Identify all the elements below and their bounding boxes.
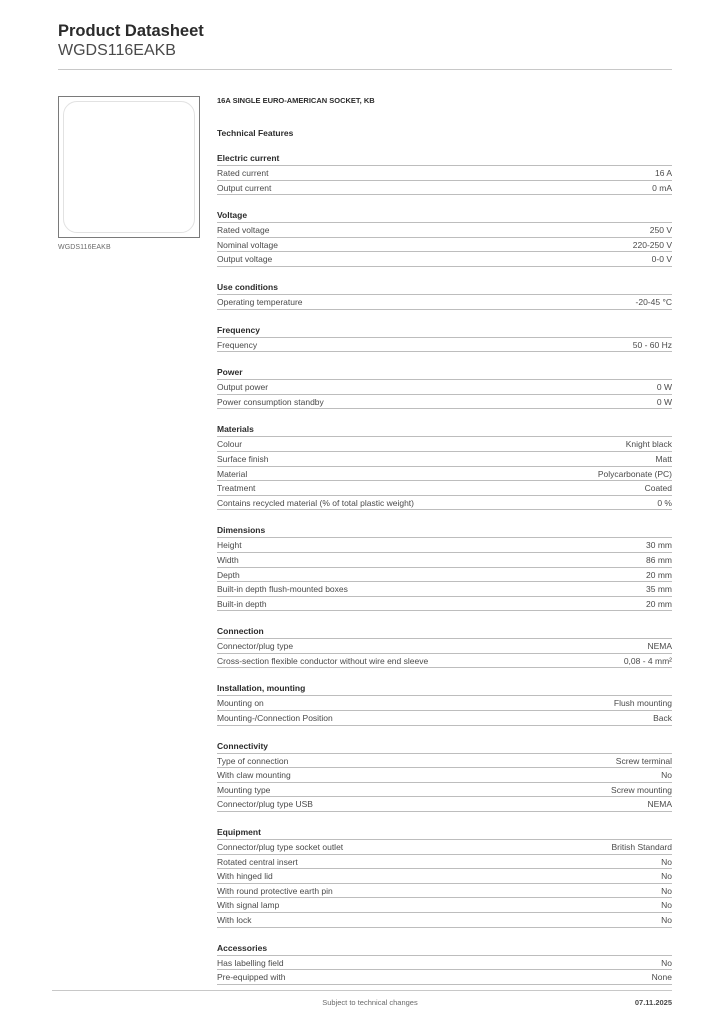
header-divider <box>58 69 672 70</box>
spec-row <box>217 437 672 452</box>
product-name: 16A SINGLE EURO-AMERICAN SOCKET, KB <box>217 96 375 105</box>
spec-label: Contains recycled material (% of total plastic weight) <box>217 497 414 508</box>
spec-value: NEMA <box>647 641 672 652</box>
spec-section <box>217 525 672 611</box>
spec-value: Polycarbonate (PC) <box>597 468 672 479</box>
spec-section <box>217 943 672 985</box>
spec-section <box>217 210 672 267</box>
spec-section-title: Frequency <box>217 325 672 338</box>
spec-row <box>217 238 672 253</box>
spec-label: Frequency <box>217 339 258 350</box>
spec-row <box>217 913 672 928</box>
spec-section-title: Use conditions <box>217 282 672 295</box>
spec-label: Treatment <box>217 483 256 494</box>
spec-section-title: Installation, mounting <box>217 683 672 696</box>
spec-value: 0 W <box>656 396 672 407</box>
spec-value: 0,08 - 4 mm² <box>623 655 672 666</box>
spec-row <box>217 582 672 597</box>
spec-row <box>217 395 672 410</box>
spec-value: -20-45 °C <box>635 296 672 307</box>
spec-value: Screw terminal <box>615 755 672 766</box>
product-image-caption: WGDS116EAKB <box>58 244 111 251</box>
spec-label: Power consumption standby <box>217 396 324 407</box>
spec-value: Flush mounting <box>613 698 672 709</box>
spec-value: 0 % <box>657 497 672 508</box>
spec-label: Height <box>217 540 242 551</box>
spec-row <box>217 553 672 568</box>
spec-value: NEMA <box>647 799 672 810</box>
spec-label: Pre-equipped with <box>217 972 286 983</box>
spec-row <box>217 597 672 612</box>
spec-value: British Standard <box>611 842 672 853</box>
spec-row <box>217 783 672 798</box>
spec-label: Connector/plug type USB <box>217 799 313 810</box>
spec-section <box>217 741 672 812</box>
spec-row <box>217 181 672 196</box>
spec-row <box>217 338 672 353</box>
spec-label: Mounting type <box>217 784 271 795</box>
spec-value: No <box>661 900 672 911</box>
spec-row <box>217 711 672 726</box>
spec-label: Rated voltage <box>217 225 270 236</box>
spec-section-title: Dimensions <box>217 525 672 538</box>
spec-value: 0 mA <box>652 182 672 193</box>
spec-section-title: Accessories <box>217 943 672 956</box>
spec-label: Cross-section flexible conductor without wire end sleeve <box>217 655 429 666</box>
spec-row <box>217 295 672 310</box>
footer-date: 07.11.2025 <box>634 998 672 1007</box>
spec-row <box>217 797 672 812</box>
spec-value: 30 mm <box>646 540 672 551</box>
spec-section-title: Materials <box>217 424 672 437</box>
spec-label: Depth <box>217 569 240 580</box>
spec-row <box>217 898 672 913</box>
spec-value: No <box>661 885 672 896</box>
spec-section-title: Connection <box>217 626 672 639</box>
spec-row <box>217 538 672 553</box>
spec-section-title: Power <box>217 367 672 380</box>
product-image-placeholder <box>63 101 195 233</box>
spec-section <box>217 424 672 510</box>
spec-row <box>217 223 672 238</box>
spec-label: Output voltage <box>217 254 273 265</box>
spec-label: With hinged lid <box>217 871 273 882</box>
spec-row <box>217 380 672 395</box>
spec-value: No <box>661 957 672 968</box>
spec-section-title: Connectivity <box>217 741 672 754</box>
spec-section <box>217 827 672 928</box>
spec-value: None <box>651 972 672 983</box>
spec-label: Has labelling field <box>217 957 284 968</box>
spec-row <box>217 452 672 467</box>
spec-label: Connector/plug type <box>217 641 294 652</box>
spec-row <box>217 970 672 985</box>
spec-value: 20 mm <box>646 569 672 580</box>
datasheet-content <box>217 96 672 985</box>
spec-label: With lock <box>217 915 252 925</box>
spec-label: Mounting on <box>217 698 264 709</box>
spec-row <box>217 768 672 783</box>
spec-label: Width <box>217 554 239 565</box>
spec-label: Type of connection <box>217 755 289 766</box>
technical-features-heading: Technical Features <box>217 128 294 138</box>
spec-row <box>217 956 672 971</box>
spec-section <box>217 153 672 195</box>
spec-label: Built-in depth flush-mounted boxes <box>217 584 348 595</box>
product-image <box>58 96 200 238</box>
spec-value: Coated <box>644 483 672 494</box>
spec-label: Material <box>217 468 248 479</box>
spec-value: 50 - 60 Hz <box>632 339 672 350</box>
spec-row <box>217 884 672 899</box>
spec-row <box>217 496 672 511</box>
spec-label: Output power <box>217 382 269 393</box>
spec-row <box>217 654 672 669</box>
spec-row <box>217 467 672 482</box>
spec-row <box>217 696 672 711</box>
spec-row <box>217 252 672 267</box>
spec-value: No <box>661 871 672 882</box>
spec-sections <box>217 153 672 985</box>
spec-label: Connector/plug type socket outlet <box>217 842 344 853</box>
spec-value: 250 V <box>649 225 672 236</box>
spec-label: Mounting-/Connection Position <box>217 713 333 724</box>
product-code: WGDS116EAKB <box>58 42 176 59</box>
spec-row <box>217 568 672 583</box>
spec-section <box>217 282 672 310</box>
spec-section <box>217 683 672 725</box>
spec-label: Rated current <box>217 168 269 178</box>
spec-value: 86 mm <box>646 554 672 565</box>
spec-row <box>217 855 672 870</box>
spec-value: 220-250 V <box>632 239 672 250</box>
spec-label: With signal lamp <box>217 900 280 911</box>
footer-note: Subject to technical changes <box>322 998 418 1007</box>
spec-section-title: Electric current <box>217 153 672 166</box>
spec-value: No <box>661 915 672 925</box>
spec-label: Nominal voltage <box>217 239 278 250</box>
page-header <box>58 21 204 60</box>
spec-label: Surface finish <box>217 453 269 464</box>
spec-label: Rotated central insert <box>217 856 298 867</box>
spec-section <box>217 626 672 668</box>
spec-label: Built-in depth <box>217 598 267 609</box>
spec-row <box>217 754 672 769</box>
spec-section-title: Equipment <box>217 827 672 840</box>
spec-value: Knight black <box>625 439 672 450</box>
spec-section <box>217 325 672 353</box>
spec-value: Matt <box>655 453 672 464</box>
document-title: Product Datasheet <box>58 22 204 40</box>
spec-section <box>217 367 672 409</box>
spec-label: Operating temperature <box>217 296 303 307</box>
spec-row <box>217 481 672 496</box>
spec-value: 35 mm <box>646 584 672 595</box>
spec-row <box>217 166 672 181</box>
footer-divider <box>52 990 672 991</box>
spec-value: 0-0 V <box>651 254 672 265</box>
spec-label: With claw mounting <box>217 770 291 781</box>
spec-row <box>217 639 672 654</box>
spec-value: No <box>661 856 672 867</box>
spec-value: 20 mm <box>646 598 672 609</box>
spec-label: With round protective earth pin <box>217 885 333 896</box>
spec-label: Colour <box>217 439 243 450</box>
spec-section-title: Voltage <box>217 210 672 223</box>
spec-row <box>217 869 672 884</box>
spec-value: Back <box>653 713 672 724</box>
spec-value: 16 A <box>654 168 672 178</box>
spec-value: No <box>661 770 672 781</box>
spec-value: 0 W <box>656 382 672 393</box>
spec-label: Output current <box>217 182 272 193</box>
spec-value: Screw mounting <box>611 784 672 795</box>
spec-row <box>217 840 672 855</box>
